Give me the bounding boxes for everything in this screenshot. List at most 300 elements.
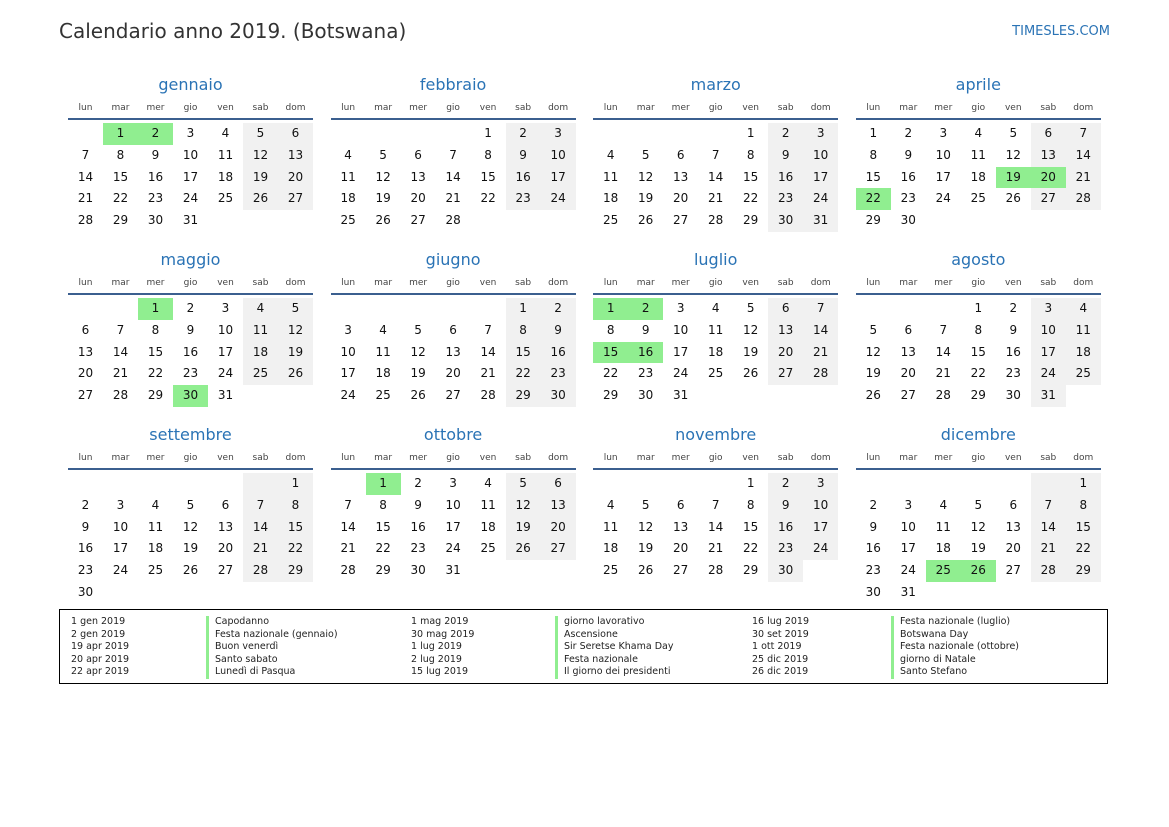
empty-day xyxy=(996,473,1031,495)
weekday-label: lun xyxy=(341,278,356,288)
day-cell: 14 xyxy=(708,169,724,184)
day-cell: 9 xyxy=(541,320,576,342)
day-cell: 6 xyxy=(1031,123,1066,145)
day-cell: 30 xyxy=(768,210,803,232)
weekday-label: mar xyxy=(899,278,918,288)
day-cell: 15 xyxy=(743,519,759,534)
day-cell: 6 xyxy=(81,322,90,337)
day-grid xyxy=(331,470,576,582)
day-cell: 19 xyxy=(506,517,541,539)
day-cell: 22 xyxy=(1066,538,1101,560)
weekday-label: gio xyxy=(183,453,198,463)
day-cell: 30 xyxy=(541,385,576,407)
day-cell: 29 xyxy=(743,563,759,578)
weekday-label: sab xyxy=(777,453,794,463)
day-cell: 8 xyxy=(484,147,492,162)
holiday-day: 2 xyxy=(628,298,663,320)
day-cell: 29 xyxy=(603,388,619,403)
empty-day xyxy=(663,123,698,145)
weekday-label: sab xyxy=(515,278,532,288)
day-cell: 1 xyxy=(746,476,755,490)
day-cell: 14 xyxy=(77,169,94,184)
day-cell: 3 xyxy=(803,473,838,495)
day-cell: 26 xyxy=(278,363,313,385)
day-cell: 12 xyxy=(410,344,426,359)
legend-date: 2 gen 2019 xyxy=(71,628,126,640)
weekday-label: mar xyxy=(899,103,918,113)
weekday-label: mer xyxy=(146,103,165,113)
day-cell: 28 xyxy=(243,560,278,582)
day-cell: 21 xyxy=(1066,167,1101,189)
day-cell: 1 xyxy=(1066,473,1101,495)
day-cell: 3 xyxy=(186,126,195,140)
day-cell: 11 xyxy=(243,320,278,342)
day-cell: 21 xyxy=(708,191,724,206)
day-cell: 22 xyxy=(603,366,619,381)
month-title: aprile xyxy=(955,75,1001,94)
weekday-label: ven xyxy=(217,278,234,288)
day-cell: 16 xyxy=(768,167,803,189)
day-cell: 7 xyxy=(1031,495,1066,517)
weekday-label: gio xyxy=(708,453,723,463)
day-cell: 27 xyxy=(217,563,234,578)
day-cell: 17 xyxy=(112,541,129,556)
day-cell: 17 xyxy=(803,167,838,189)
weekday-label: mer xyxy=(671,453,690,463)
day-cell: 31 xyxy=(182,213,199,228)
day-cell: 21 xyxy=(340,541,356,556)
day-cell: 20 xyxy=(900,366,916,381)
day-cell: 30 xyxy=(638,388,654,403)
day-cell: 7 xyxy=(803,298,838,320)
weekday-header xyxy=(856,98,1101,120)
day-cell: 10 xyxy=(541,145,576,167)
day-cell: 23 xyxy=(541,363,576,385)
day-cell: 20 xyxy=(217,541,234,556)
day-cell: 30 xyxy=(410,563,426,578)
day-cell: 5 xyxy=(379,147,387,162)
day-cell: 28 xyxy=(77,213,94,228)
day-cell: 24 xyxy=(340,388,356,403)
weekday-label: gio xyxy=(971,103,986,113)
holiday-day: 1 xyxy=(138,298,173,320)
weekday-label: mar xyxy=(374,453,393,463)
empty-day xyxy=(856,298,891,320)
empty-day xyxy=(856,473,891,495)
weekday-header xyxy=(331,448,576,470)
day-cell: 15 xyxy=(1066,517,1101,539)
day-cell: 25 xyxy=(480,541,496,556)
day-cell: 10 xyxy=(673,322,689,337)
day-cell: 28 xyxy=(708,213,724,228)
weekday-label: ven xyxy=(479,453,497,463)
day-cell: 25 xyxy=(243,363,278,385)
empty-day xyxy=(436,123,471,145)
legend-date: 30 mag 2019 xyxy=(411,628,475,640)
empty-day xyxy=(436,298,471,320)
day-cell: 19 xyxy=(375,191,391,206)
day-grid xyxy=(68,470,313,604)
legend-date: 25 dic 2019 xyxy=(752,653,809,665)
day-cell: 20 xyxy=(278,167,313,189)
day-cell: 23 xyxy=(638,366,654,381)
day-cell: 24 xyxy=(803,538,838,560)
holiday-day: 1 xyxy=(366,473,401,495)
day-cell: 10 xyxy=(1031,320,1066,342)
weekday-label: ven xyxy=(742,103,759,113)
day-grid xyxy=(593,120,838,232)
day-cell: 17 xyxy=(445,519,461,534)
day-cell: 14 xyxy=(708,519,724,534)
month-giugno xyxy=(331,247,576,422)
day-cell: 13 xyxy=(673,169,689,184)
weekday-label: dom xyxy=(1073,278,1094,288)
month-title: ottobre xyxy=(423,425,483,444)
month-marzo xyxy=(593,72,838,247)
day-cell: 19 xyxy=(638,191,654,206)
day-cell: 15 xyxy=(865,169,881,184)
day-cell: 26 xyxy=(375,213,391,228)
day-cell: 11 xyxy=(375,344,391,359)
weekday-label: gio xyxy=(971,278,986,288)
weekday-header xyxy=(68,273,313,295)
day-cell: 31 xyxy=(217,388,234,403)
day-cell: 9 xyxy=(186,322,195,337)
weekday-label: gio xyxy=(971,453,986,463)
month-title: giugno xyxy=(425,250,481,269)
day-cell: 27 xyxy=(278,188,313,210)
weekday-label: sab xyxy=(1040,103,1057,113)
weekday-header xyxy=(593,273,838,295)
weekday-label: mer xyxy=(146,278,165,288)
site-link[interactable]: TIMESLES.COM xyxy=(1012,24,1110,39)
day-cell: 5 xyxy=(869,322,878,337)
empty-day xyxy=(331,298,366,320)
day-cell: 13 xyxy=(445,344,461,359)
day-cell: 21 xyxy=(243,538,278,560)
day-cell: 4 xyxy=(711,301,720,315)
day-cell: 1 xyxy=(506,298,541,320)
empty-day xyxy=(926,473,961,495)
legend-dates-column xyxy=(752,616,809,679)
empty-day xyxy=(173,473,208,495)
empty-day xyxy=(138,473,173,495)
day-cell: 7 xyxy=(344,497,352,512)
day-cell: 12 xyxy=(506,495,541,517)
day-cell: 30 xyxy=(900,213,916,228)
day-cell: 24 xyxy=(541,188,576,210)
day-grid xyxy=(856,120,1101,232)
day-cell: 31 xyxy=(445,563,461,578)
weekday-label: gio xyxy=(446,278,460,288)
empty-day xyxy=(628,123,663,145)
legend-date: 1 gen 2019 xyxy=(71,616,126,627)
day-cell: 8 xyxy=(379,497,387,512)
day-cell: 17 xyxy=(340,366,356,381)
weekday-label: mer xyxy=(409,453,428,463)
legend-holiday-name: Capodanno xyxy=(206,616,338,629)
weekday-label: ven xyxy=(742,278,759,288)
day-cell: 17 xyxy=(803,517,838,539)
day-cell: 15 xyxy=(112,169,129,184)
day-cell: 13 xyxy=(1005,519,1021,534)
day-cell: 9 xyxy=(151,147,160,162)
day-cell: 25 xyxy=(970,191,986,206)
day-cell: 25 xyxy=(147,563,164,578)
day-cell: 22 xyxy=(506,363,541,385)
day-cell: 14 xyxy=(1066,145,1101,167)
weekday-label: mer xyxy=(409,278,428,288)
day-cell: 7 xyxy=(711,147,720,162)
day-cell: 19 xyxy=(278,342,313,364)
day-cell: 15 xyxy=(506,342,541,364)
day-cell: 21 xyxy=(935,366,951,381)
weekday-label: mer xyxy=(934,453,953,463)
day-cell: 29 xyxy=(743,213,759,228)
weekday-label: sab xyxy=(252,453,269,463)
day-cell: 2 xyxy=(904,126,913,140)
day-cell: 11 xyxy=(708,322,724,337)
day-cell: 9 xyxy=(768,495,803,517)
holiday-day: 19 xyxy=(996,167,1031,189)
empty-day xyxy=(243,473,278,495)
weekday-label: mar xyxy=(636,278,655,288)
day-cell: 18 xyxy=(603,191,619,206)
weekday-label: ven xyxy=(742,453,759,463)
day-cell: 11 xyxy=(217,147,234,162)
day-cell: 18 xyxy=(375,366,391,381)
legend-date: 16 lug 2019 xyxy=(752,616,809,627)
day-cell: 4 xyxy=(606,497,615,512)
day-cell: 22 xyxy=(375,541,391,556)
legend-holiday-name: Festa nazionale (luglio) xyxy=(891,616,1019,629)
empty-day xyxy=(628,473,663,495)
day-cell: 10 xyxy=(900,519,916,534)
day-cell: 16 xyxy=(147,169,164,184)
weekday-header xyxy=(593,98,838,120)
day-cell: 6 xyxy=(221,497,230,512)
weekday-label: mer xyxy=(671,278,690,288)
day-cell: 3 xyxy=(676,301,685,315)
day-cell: 15 xyxy=(278,517,313,539)
empty-day xyxy=(68,298,103,320)
weekday-label: sab xyxy=(515,103,532,113)
day-cell: 11 xyxy=(1066,320,1101,342)
day-cell: 8 xyxy=(1066,495,1101,517)
day-cell: 21 xyxy=(77,191,94,206)
month-title: maggio xyxy=(160,250,221,269)
day-cell: 13 xyxy=(217,519,234,534)
day-cell: 3 xyxy=(541,123,576,145)
day-cell: 12 xyxy=(182,519,199,534)
month-title: settembre xyxy=(149,425,232,444)
day-cell: 6 xyxy=(768,298,803,320)
holiday-day: 1 xyxy=(593,298,628,320)
month-title: dicembre xyxy=(940,425,1016,444)
day-cell: 19 xyxy=(638,541,654,556)
day-cell: 4 xyxy=(151,497,160,512)
day-cell: 21 xyxy=(112,366,129,381)
day-cell: 26 xyxy=(506,538,541,560)
day-cell: 14 xyxy=(935,344,951,359)
day-cell: 28 xyxy=(480,388,496,403)
day-cell: 4 xyxy=(939,497,948,512)
weekday-label: sab xyxy=(1040,453,1057,463)
day-cell: 27 xyxy=(445,388,461,403)
day-cell: 6 xyxy=(278,123,313,145)
month-title: marzo xyxy=(690,75,741,94)
weekday-label: mer xyxy=(934,103,953,113)
day-cell: 6 xyxy=(541,473,576,495)
day-cell: 19 xyxy=(743,344,759,359)
day-cell: 14 xyxy=(480,344,496,359)
weekday-label: dom xyxy=(285,278,306,288)
day-cell: 26 xyxy=(1005,191,1021,206)
legend-date: 1 lug 2019 xyxy=(411,641,462,653)
day-cell: 13 xyxy=(410,169,426,184)
day-cell: 5 xyxy=(414,322,422,337)
day-cell: 2 xyxy=(541,298,576,320)
legend-date: 26 dic 2019 xyxy=(752,666,809,678)
day-grid xyxy=(856,470,1101,604)
empty-day xyxy=(471,298,506,320)
day-cell: 15 xyxy=(147,344,164,359)
day-cell: 14 xyxy=(243,517,278,539)
day-cell: 29 xyxy=(506,385,541,407)
day-cell: 5 xyxy=(186,497,195,512)
day-cell: 29 xyxy=(112,213,129,228)
day-cell: 11 xyxy=(147,519,164,534)
weekday-header xyxy=(68,448,313,470)
day-cell: 12 xyxy=(278,320,313,342)
day-cell: 25 xyxy=(603,213,619,228)
day-cell: 23 xyxy=(506,188,541,210)
day-cell: 17 xyxy=(673,344,689,359)
legend-holiday-name: Santo Stefano xyxy=(891,666,1019,679)
day-cell: 31 xyxy=(900,584,916,599)
day-cell: 5 xyxy=(278,298,313,320)
day-cell: 2 xyxy=(414,476,422,490)
day-cell: 24 xyxy=(112,563,129,578)
legend-date: 20 apr 2019 xyxy=(71,653,130,665)
empty-day xyxy=(891,473,926,495)
day-cell: 22 xyxy=(147,366,164,381)
day-cell: 23 xyxy=(768,538,803,560)
day-cell: 24 xyxy=(182,191,199,206)
day-cell: 28 xyxy=(340,563,356,578)
day-cell: 7 xyxy=(1066,123,1101,145)
weekday-label: dom xyxy=(548,103,569,113)
page-title: Calendario anno 2019. (Botswana) xyxy=(59,19,407,43)
weekday-label: mer xyxy=(934,278,953,288)
day-cell: 18 xyxy=(935,541,951,556)
month-title: gennaio xyxy=(158,75,223,94)
day-cell: 16 xyxy=(410,519,426,534)
day-cell: 10 xyxy=(445,497,461,512)
day-cell: 14 xyxy=(445,169,461,184)
day-cell: 18 xyxy=(147,541,164,556)
day-cell: 20 xyxy=(1005,541,1021,556)
day-cell: 18 xyxy=(603,541,619,556)
day-cell: 8 xyxy=(506,320,541,342)
holiday-day: 2 xyxy=(138,123,173,145)
day-cell: 21 xyxy=(480,366,496,381)
day-cell: 12 xyxy=(1005,147,1021,162)
day-cell: 2 xyxy=(506,123,541,145)
empty-day xyxy=(366,298,401,320)
day-cell: 29 xyxy=(865,213,881,228)
day-cell: 13 xyxy=(77,344,94,359)
empty-day xyxy=(961,473,996,495)
day-cell: 24 xyxy=(445,541,461,556)
day-cell: 19 xyxy=(410,366,426,381)
weekday-label: dom xyxy=(810,453,831,463)
legend-holiday-name: Festa nazionale xyxy=(555,654,673,667)
day-cell: 1 xyxy=(974,301,983,315)
day-cell: 14 xyxy=(340,519,356,534)
weekday-label: mar xyxy=(111,103,130,113)
weekday-label: lun xyxy=(603,453,618,463)
day-grid xyxy=(593,470,838,582)
weekday-label: mar xyxy=(374,278,393,288)
day-cell: 16 xyxy=(77,541,94,556)
day-cell: 28 xyxy=(803,363,838,385)
weekday-label: mar xyxy=(899,453,918,463)
day-cell: 12 xyxy=(865,344,881,359)
day-cell: 13 xyxy=(541,495,576,517)
day-cell: 2 xyxy=(81,497,90,512)
legend-holiday-name: Sir Seretse Khama Day xyxy=(555,641,673,654)
day-cell: 20 xyxy=(768,342,803,364)
day-cell: 11 xyxy=(480,497,496,512)
day-cell: 23 xyxy=(1005,366,1021,381)
day-cell: 14 xyxy=(112,344,129,359)
weekday-label: ven xyxy=(1004,278,1022,288)
month-gennaio xyxy=(68,72,313,247)
weekday-header xyxy=(593,448,838,470)
day-cell: 10 xyxy=(935,147,951,162)
day-cell: 23 xyxy=(147,191,164,206)
day-cell: 26 xyxy=(638,563,654,578)
month-agosto xyxy=(856,247,1101,422)
day-cell: 8 xyxy=(151,322,160,337)
day-cell: 10 xyxy=(340,344,356,359)
weekday-label: dom xyxy=(285,453,306,463)
legend-holiday-name: Buon venerdì xyxy=(206,641,338,654)
day-cell: 14 xyxy=(803,320,838,342)
day-cell: 16 xyxy=(541,342,576,364)
day-cell: 9 xyxy=(869,519,878,534)
day-cell: 28 xyxy=(1031,560,1066,582)
day-grid xyxy=(68,295,313,407)
day-cell: 4 xyxy=(606,147,615,162)
day-cell: 8 xyxy=(869,147,878,162)
weekday-label: gio xyxy=(446,103,460,113)
weekday-label: sab xyxy=(777,278,794,288)
weekday-header xyxy=(856,448,1101,470)
day-cell: 19 xyxy=(182,541,199,556)
day-cell: 5 xyxy=(974,497,983,512)
weekday-label: gio xyxy=(446,453,460,463)
day-cell: 2 xyxy=(869,497,878,512)
day-cell: 11 xyxy=(603,519,619,534)
empty-day xyxy=(331,123,366,145)
weekday-label: mar xyxy=(111,278,130,288)
day-cell: 1 xyxy=(746,126,755,140)
day-cell: 5 xyxy=(243,123,278,145)
day-cell: 9 xyxy=(1009,322,1018,337)
day-cell: 19 xyxy=(970,541,986,556)
